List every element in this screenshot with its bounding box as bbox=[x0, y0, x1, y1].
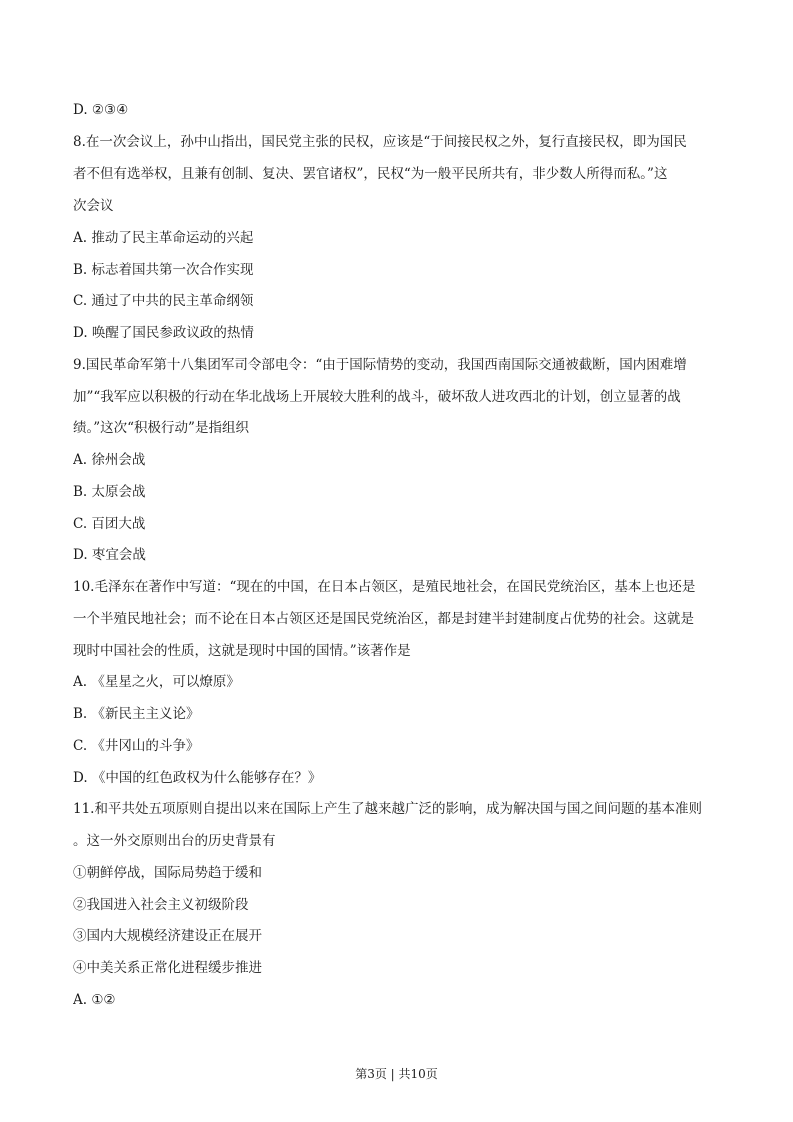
question-11-item-4: ④中美关系正常化进程缓步推进 bbox=[73, 960, 262, 976]
question-9-option-a: A. 徐州会战 bbox=[73, 452, 146, 468]
option-line: D. ②③④ bbox=[73, 102, 129, 118]
question-8-stem-line-1: 8.在一次会议上，孙中山指出，国民党主张的民权，应该是“于间接民权之外，复行直接民权，即为国民 bbox=[73, 134, 687, 150]
page-number-footer: 第3页 | 共10页 bbox=[355, 1067, 438, 1081]
question-8-option-b: B. 标志着国共第一次合作实现 bbox=[73, 262, 254, 278]
question-9-stem-line-1: 9.国民革命军第十八集团军司令部电令：“由于国际情势的变动，我国西南国际交通被截断，国内困难增 bbox=[73, 357, 687, 373]
question-11-item-3: ③国内大规模经济建设正在展开 bbox=[73, 928, 262, 944]
question-10-option-a: A. 《星星之火，可以燎原》 bbox=[73, 674, 240, 690]
question-10-option-b: B. 《新民主主义论》 bbox=[73, 706, 200, 722]
question-10-stem-line-2: 一个半殖民地社会；而不论在日本占领区还是国民党统治区，都是封建半封建制度占优势的社会。这就是 bbox=[73, 611, 694, 627]
question-9-option-d: D. 枣宜会战 bbox=[73, 547, 146, 563]
question-9-option-b: B. 太原会战 bbox=[73, 484, 146, 500]
question-9-option-c: C. 百团大战 bbox=[73, 516, 146, 532]
question-10-stem-line-3: 现时中国社会的性质，这就是现时中国的国情。”该著作是 bbox=[73, 643, 411, 659]
question-8-option-a: A. 推动了民主革命运动的兴起 bbox=[73, 230, 254, 246]
question-11-item-2: ②我国进入社会主义初级阶段 bbox=[73, 897, 249, 913]
question-10-option-c: C. 《井冈山的斗争》 bbox=[73, 738, 200, 754]
question-10-stem-line-1: 10.毛泽东在著作中写道：“现在的中国，在日本占领区，是殖民地社会，在国民党统治区，基本上也还是 bbox=[73, 579, 696, 595]
question-11-item-1: ①朝鲜停战，国际局势趋于缓和 bbox=[73, 865, 262, 881]
question-8-option-d: D. 唤醒了国民参政议政的热情 bbox=[73, 325, 254, 341]
question-8-option-c: C. 通过了中共的民主革命纲领 bbox=[73, 293, 254, 309]
question-8-stem-line-2: 者不但有选举权，且兼有创制、复决、罢官诸权”，民权“为一般平民所共有，非少数人所得而私。”这 bbox=[73, 166, 668, 182]
question-11-stem-line-1: 11.和平共处五项原则自提出以来在国际上产生了越来越广泛的影响，成为解决国与国之间问题的基本准则 bbox=[73, 801, 702, 817]
question-11-stem-line-2: 。这一外交原则出台的历史背景有 bbox=[73, 833, 276, 849]
question-8-stem-line-3: 次会议 bbox=[73, 198, 114, 214]
question-9-stem-line-2: 加”“我军应以积极的行动在华北战场上开展较大胜利的战斗，破坏敌人进攻西北的计划，创立显著的战 bbox=[73, 389, 681, 405]
question-11-option-a: A. ①② bbox=[73, 992, 116, 1008]
question-9-stem-line-3: 绩。”这次“积极行动”是指组织 bbox=[73, 420, 249, 436]
question-10-option-d: D. 《中国的红色政权为什么能够存在？》 bbox=[73, 770, 322, 786]
